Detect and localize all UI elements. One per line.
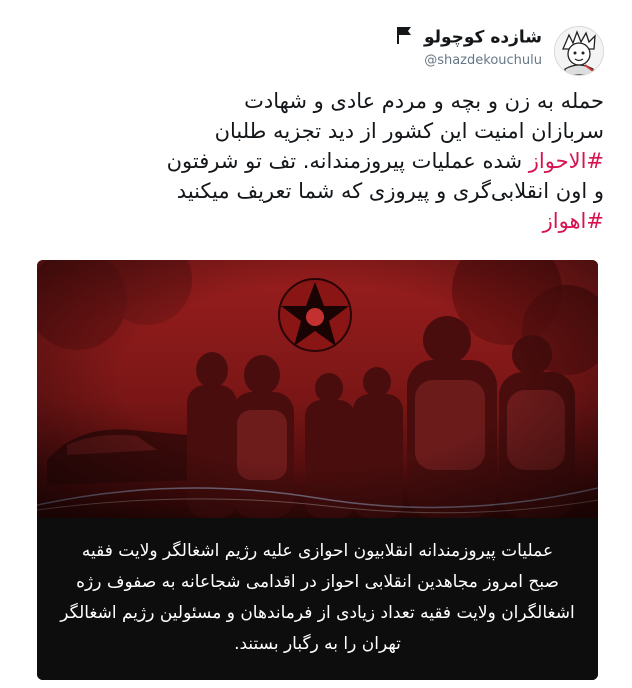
media-caption <box>37 518 598 680</box>
caption-line-4: تهران را به رگبار بستند. <box>234 634 401 654</box>
hashtag-ahvaz-link[interactable]: #اهواز <box>542 209 604 233</box>
caption-line-1: عملیات پیروزمندانه انقلابیون احوازی علیه رژیم اشغالگر ولایت فقیه <box>81 541 554 561</box>
author-display-name[interactable] <box>396 26 542 49</box>
tweet-header <box>28 22 604 78</box>
display-name-text[interactable]: شازده کوچولو <box>423 27 542 48</box>
black-flag-icon <box>396 26 412 49</box>
tweet-line-5 <box>28 206 604 236</box>
author-handle[interactable]: @shazdekouchulu <box>424 53 542 68</box>
little-prince-avatar-icon <box>555 27 603 75</box>
caption-line-3: اشغالگران ولایت فقیه تعداد زیادی از فرماندهان و مسئولین رژیم اشغالگر <box>60 603 575 623</box>
tweet-line-1: حمله به زن و بچه و مردم عادی و شهادت <box>244 89 604 113</box>
tweet-line-2: سربازان امنیت این کشور از دید تجزیه طلبان <box>214 119 604 143</box>
author-names <box>396 26 542 68</box>
avatar[interactable] <box>554 26 604 76</box>
tweet-line-4: و اون انقلابی‌گری و پیروزی که شما تعریف میکنید <box>176 179 604 203</box>
media-photo[interactable] <box>37 260 598 518</box>
hashtag-alahwaz-link[interactable]: #الاحواز <box>528 149 604 173</box>
tweet-line-3-text: شده عملیات پیروزمندانه. تف تو شرفتون <box>166 149 529 173</box>
tweet-text <box>28 86 604 236</box>
tweet-media[interactable] <box>37 260 598 680</box>
tweet-line-3 <box>28 146 604 176</box>
caption-line-2: صبح امروز مجاهدین انقلابی احواز در اقدامی شجاعانه به صفوف رژه <box>76 572 559 592</box>
